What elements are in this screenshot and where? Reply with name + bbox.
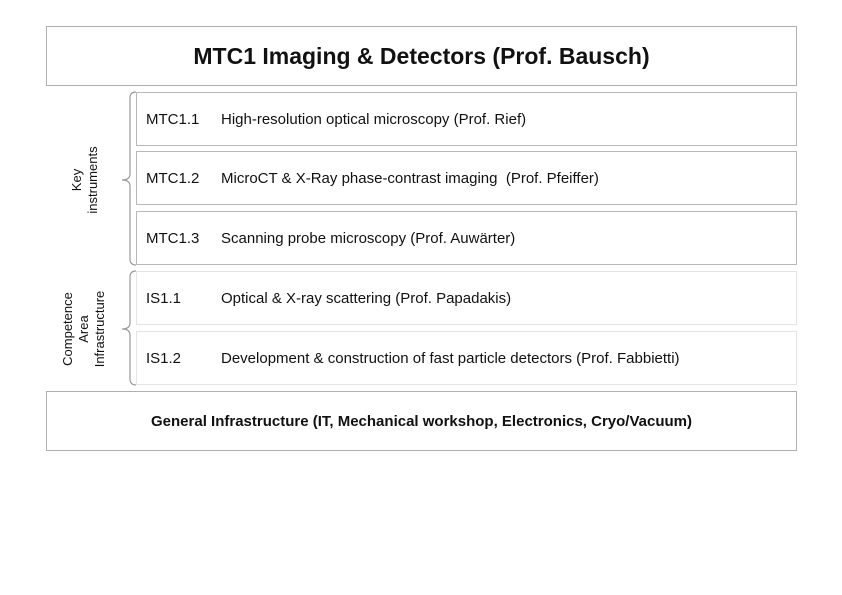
key-instruments-label-line2: instruments: [85, 146, 100, 214]
row-mtc1-1: [136, 92, 797, 146]
row-description: High-resolution optical microscopy (Prof. Rief): [221, 110, 527, 128]
row-code: MTC1.2: [146, 169, 200, 187]
main-title: MTC1 Imaging & Detectors (Prof. Bausch): [193, 42, 650, 69]
row-description: Optical & X-ray scattering (Prof. Papadakis): [221, 289, 512, 307]
competence-area-bracket: [122, 271, 136, 385]
row-description: MicroCT & X-Ray phase-contrast imaging (Prof. Pfeiffer): [221, 169, 599, 187]
row-description: Development & construction of fast particle detectors (Prof. Fabbietti): [221, 349, 680, 367]
row-code: MTC1.1: [146, 110, 200, 128]
key-instruments-label: [69, 135, 101, 225]
key-instruments-label-line1: Key: [69, 168, 84, 192]
competence-area-label-line2: Area: [76, 315, 91, 343]
row-code: IS1.2: [146, 349, 182, 367]
row-description: Scanning probe microscopy (Prof. Auwärter): [221, 229, 516, 247]
group-brackets: [108, 88, 138, 390]
row-is1-1: [136, 271, 797, 325]
row-code: MTC1.3: [146, 229, 200, 247]
competence-area-label-line1: Competence: [60, 292, 75, 366]
key-instruments-bracket: [122, 92, 136, 265]
competence-area-label-line3: Infrastructure: [92, 290, 107, 368]
row-mtc1-3: [136, 211, 797, 265]
competence-area-label: [60, 279, 108, 379]
row-is1-2: [136, 331, 797, 385]
general-infrastructure-box: [46, 391, 797, 451]
row-code: IS1.1: [146, 289, 182, 307]
row-mtc1-2: [136, 151, 797, 205]
main-title-box: [46, 26, 797, 86]
general-infrastructure-label: General Infrastructure (IT, Mechanical workshop, Electronics, Cryo/Vacuum): [151, 412, 692, 430]
